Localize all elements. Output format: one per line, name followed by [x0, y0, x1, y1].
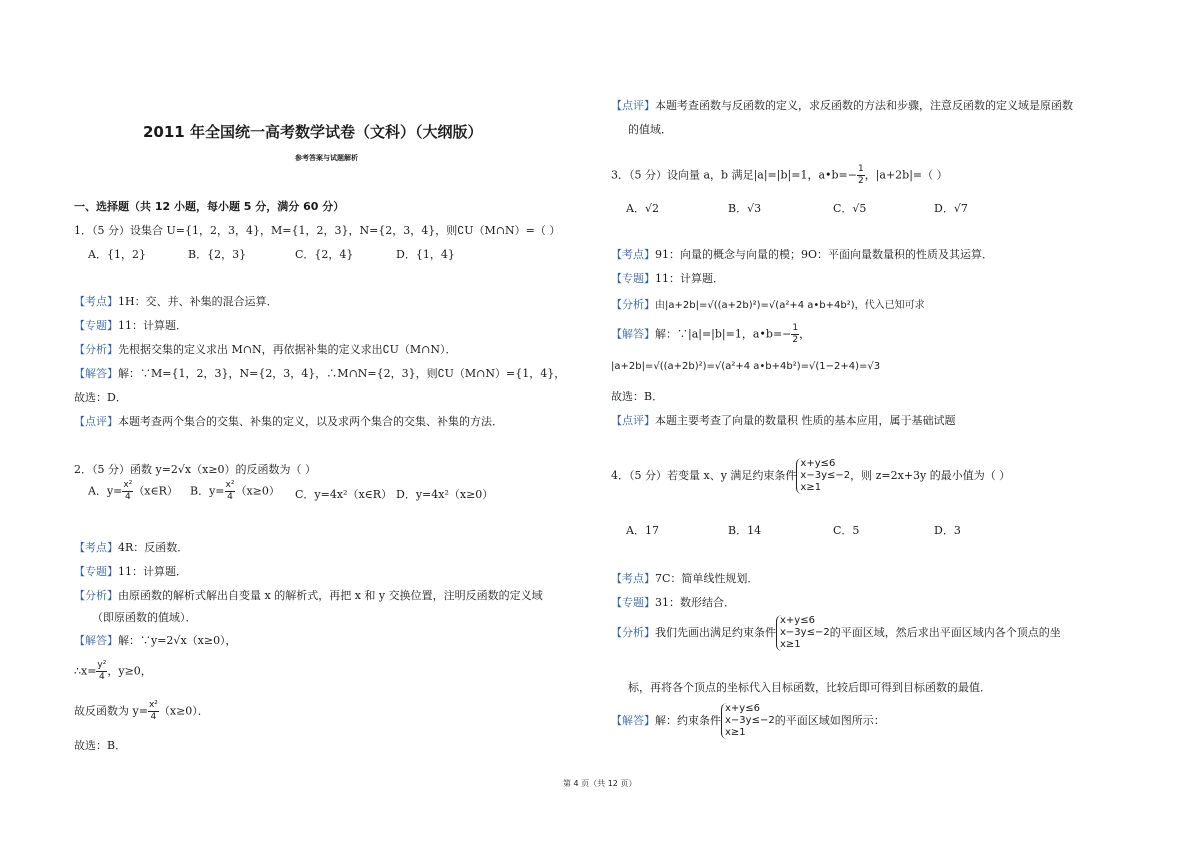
- stem-suffix: ，|a+2b|=（ ）: [864, 168, 948, 182]
- numerator: 1: [857, 164, 864, 174]
- constraint-row: x+y≤6: [780, 615, 815, 626]
- q4-option-c: C．5: [833, 524, 860, 537]
- q4-fenxi-text: 我们先画出满足约束条件: [655, 626, 776, 639]
- constraint-row: x+y≤6: [725, 703, 760, 714]
- tag-label: 【专题】: [611, 596, 655, 609]
- q2-option-a-label: A．y=: [88, 484, 123, 498]
- page-footer: 第 4 页（共 12 页）: [563, 779, 637, 788]
- tag-label: 【点评】: [611, 99, 655, 112]
- constraint-row: x+y≤6: [800, 458, 836, 469]
- q2-dianping: [611, 97, 1073, 113]
- constraint-row: x−3y≤−2: [800, 470, 851, 481]
- q1-fenxi-text: 先根据交集的定义求出 M∩N，再依据补集的定义求出∁U（M∩N）．: [118, 343, 457, 356]
- q3-jieda: [611, 323, 810, 346]
- denominator: 4: [227, 492, 233, 502]
- q1-option-b: B．{2，3}: [188, 248, 247, 261]
- q1-choice: 故选：D．: [74, 391, 127, 404]
- q1-option-d: D．{1，4}: [396, 248, 455, 261]
- tag-label: 【解答】: [74, 367, 118, 380]
- q1-jieda-text: 解：∵M={1，2，3}，N={2，3，4}，∴M∩N={2，3}，则∁U（M∩N）={1，4}，: [118, 367, 566, 380]
- numerator: y²: [97, 660, 107, 670]
- q2-option-b-tail: （x≥0）: [235, 484, 280, 498]
- constraint-system: [721, 703, 775, 739]
- page-subtitle: 参考答案与试题解析: [295, 154, 358, 162]
- q1-stem: 1．（5 分）设集合 U={1，2，3，4}，M={1，2，3}，N={2，3，4}，则∁U（M∩N）=（ ）: [74, 224, 561, 237]
- q2-kaodian-text: 4R：反函数．: [118, 541, 189, 554]
- q3-option-d: D．√7: [934, 202, 968, 215]
- page-title: 2011 年全国统一高考数学试卷（文科）（大纲版）: [143, 123, 483, 141]
- step-suffix: ，y≥0，: [107, 664, 152, 678]
- q4-zhuanti: [611, 594, 735, 610]
- denominator: 4: [124, 492, 131, 502]
- q2-stem: 2．（5 分）函数 y=2√x（x≥0）的反函数为（ ）: [74, 463, 317, 476]
- numerator: x²: [225, 480, 235, 490]
- stem-prefix: 4．（5 分）若变量 x、y 满足约束条件: [611, 469, 797, 482]
- tag-label: 【专题】: [74, 319, 118, 332]
- numerator: x²: [123, 480, 133, 490]
- q2-kaodian: [74, 539, 188, 555]
- tag-label: 【考点】: [74, 295, 118, 308]
- q4-option-a: A．17: [626, 524, 659, 537]
- constraint-row: x≥1: [780, 639, 801, 650]
- q4-option-b: B．14: [728, 524, 762, 537]
- constraint-row: x−3y≤−2: [725, 715, 775, 726]
- section-heading: 一、选择题（共 12 小题，每小题 5 分，满分 60 分）: [74, 200, 345, 213]
- q4-jieda-suffix: 的平面区域如图所示：: [774, 714, 885, 727]
- tag-label: 【考点】: [611, 248, 655, 261]
- tag-label: 【考点】: [74, 541, 118, 554]
- q4-jieda: [611, 703, 885, 739]
- q2-dianping-text: 本题考查函数与反函数的定义，求反函数的方法和步骤，注意反函数的定义域是原函数: [655, 99, 1073, 112]
- q2-step2: [74, 700, 209, 723]
- denominator: 4: [99, 672, 105, 682]
- q2-step1: [74, 660, 152, 683]
- q2-jieda: [74, 632, 237, 648]
- q1-zhuanti-text: 11：计算题．: [118, 319, 187, 332]
- q1-fenxi: [74, 341, 456, 357]
- step-suffix: （x≥0）．: [158, 704, 209, 718]
- q1-jieda: [74, 365, 565, 381]
- fraction: [857, 164, 865, 187]
- q2-zhuanti-text: 11：计算题．: [118, 565, 187, 578]
- tag-label: 【分析】: [611, 298, 655, 311]
- tag-label: 【分析】: [611, 626, 655, 639]
- q2-option-b: [190, 480, 280, 503]
- q4-fenxi-suffix: 的平面区域，然后求出平面区域内各个顶点的坐: [829, 626, 1061, 639]
- denominator: 2: [857, 176, 864, 186]
- q2-option-d: D．y=4x²（x≥0）: [396, 488, 494, 501]
- fraction: [96, 660, 107, 683]
- q1-kaodian-text: 1H：交、并、补集的混合运算．: [118, 295, 278, 308]
- q4-zhuanti-text: 31：数形结合．: [655, 596, 735, 609]
- tag-label: 【分析】: [74, 589, 118, 602]
- q2-fenxi: [74, 587, 543, 603]
- tag-label: 【解答】: [74, 634, 118, 647]
- stem-prefix: 3．（5 分）设向量 a，b 满足|a|=|b|=1，a•b=−: [611, 168, 857, 182]
- constraint-system: [796, 458, 850, 494]
- q4-option-d: D．3: [934, 524, 961, 537]
- q2-dianping-continued: 的值域．: [628, 123, 672, 136]
- q3-dianping: [611, 412, 956, 428]
- fraction: [148, 700, 159, 723]
- fraction: [225, 480, 236, 503]
- q3-jieda-suffix: ，: [799, 327, 811, 341]
- tag-label: 【专题】: [74, 565, 118, 578]
- denominator: 2: [792, 335, 799, 345]
- q2-choice: 故选：B．: [74, 739, 127, 752]
- fraction: [122, 480, 133, 503]
- constraint-system: [776, 615, 830, 651]
- step-prefix: ∴x=: [74, 664, 97, 678]
- q4-kaodian: [611, 570, 758, 586]
- q1-dianping-text: 本题考查两个集合的交集、补集的定义，以及求两个集合的交集、补集的方法．: [118, 415, 503, 428]
- q2-fenxi-text: 由原函数的解析式解出自变量 x 的解析式，再把 x 和 y 交换位置，注明反函数的定义域: [118, 589, 543, 602]
- q3-stem: [611, 164, 948, 187]
- numerator: x²: [148, 700, 158, 710]
- q3-dianping-text: 本题主要考查了向量的数量积 性质的基本应用，属于基础试题: [655, 414, 956, 427]
- q4-stem: [611, 458, 1010, 494]
- q4-fenxi-continued: 标，再将各个顶点的坐标代入目标函数，比较后即可得到目标函数的最值．: [628, 681, 991, 694]
- q3-choice: 故选：B．: [611, 390, 664, 403]
- tag-label: 【专题】: [611, 272, 655, 285]
- q1-dianping: [74, 413, 503, 429]
- constraint-row: x−3y≤−2: [780, 627, 830, 638]
- step-prefix: 故反函数为 y=: [74, 704, 148, 718]
- fraction: [791, 323, 799, 346]
- q2-fenxi-continued: （即原函数的值域）．: [92, 611, 197, 624]
- tag-label: 【分析】: [74, 343, 118, 356]
- q2-option-a-tail: （x∈R）: [133, 484, 178, 498]
- tag-label: 【解答】: [611, 714, 655, 727]
- q4-kaodian-text: 7C：简单线性规划．: [655, 572, 759, 585]
- q3-option-b: B．√3: [728, 202, 762, 215]
- q3-kaodian-text: 91：向量的概念与向量的模；9O：平面向量数量积的性质及其运算．: [655, 248, 994, 261]
- q3-kaodian: [611, 246, 993, 262]
- q3-fenxi: [611, 296, 925, 312]
- q1-option-c: C．{2，4}: [295, 248, 354, 261]
- q3-jieda-text: 解：∵|a|=|b|=1，a•b=−: [655, 327, 792, 341]
- q4-fenxi: [611, 615, 1061, 651]
- denominator: 4: [150, 712, 157, 722]
- q4-jieda-text: 解：约束条件: [655, 714, 721, 727]
- q3-step: |a+2b|=√((a+2b)²)=√(a²+4 a•b+4b²)=√(1−2+4)=√3: [611, 361, 881, 372]
- constraint-row: x≥1: [725, 727, 746, 738]
- q3-zhuanti: [611, 270, 724, 286]
- tag-label: 【考点】: [611, 572, 655, 585]
- q1-zhuanti: [74, 317, 187, 333]
- q2-option-c: C．y=4x²（x∈R）: [295, 488, 393, 501]
- q2-jieda-text: 解：∵y=2√x（x≥0），: [118, 634, 237, 647]
- q3-zhuanti-text: 11：计算题．: [655, 272, 724, 285]
- q1-kaodian: [74, 293, 278, 309]
- q2-zhuanti: [74, 563, 187, 579]
- q3-option-c: C．√5: [833, 202, 867, 215]
- constraint-row: x≥1: [800, 482, 822, 493]
- tag-label: 【点评】: [611, 414, 655, 427]
- stem-suffix: ，则 z=2x+3y 的最小值为（ ）: [850, 469, 1011, 482]
- tag-label: 【点评】: [74, 415, 118, 428]
- q2-option-a: [88, 480, 178, 503]
- numerator: 1: [792, 323, 799, 333]
- q3-fenxi-text: 由|a+2b|=√((a+2b)²)=√(a²+4 a•b+4b²)，代入已知可求: [655, 300, 925, 311]
- q1-option-a: A．{1，2}: [88, 248, 146, 261]
- tag-label: 【解答】: [611, 327, 655, 341]
- q2-option-b-label: B．y=: [190, 484, 225, 498]
- q3-option-a: A．√2: [626, 202, 659, 215]
